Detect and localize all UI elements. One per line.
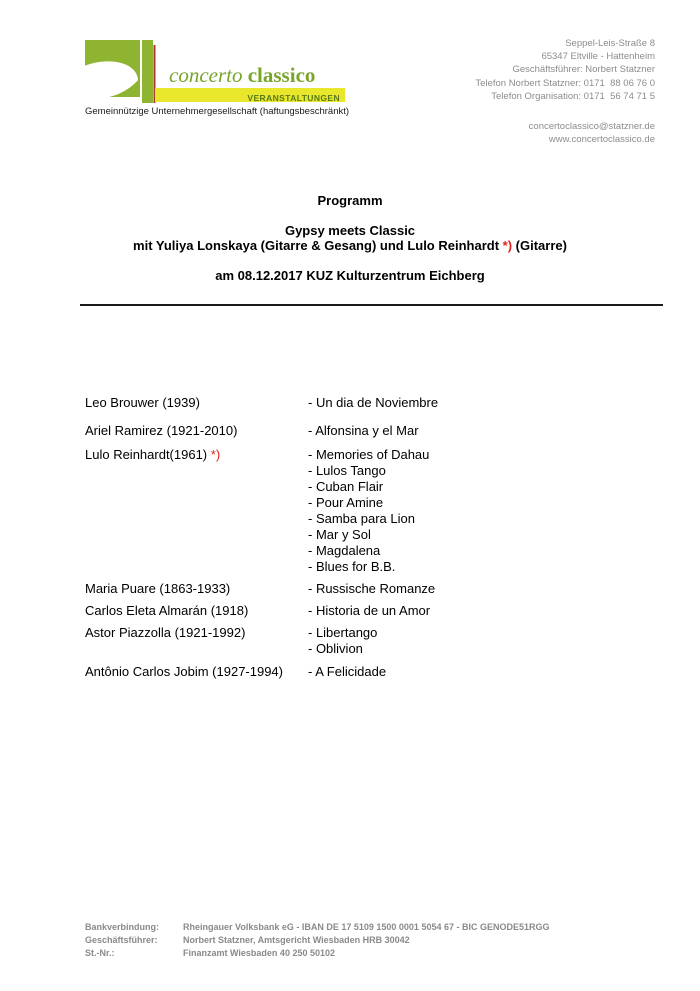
performers-note: *) (502, 238, 513, 253)
organization-subtitle: Gemeinnützige Unternehmergesellschaft (haftungsbeschränkt) (85, 106, 350, 117)
program-entry (85, 603, 650, 619)
contact-line: 65347 Eltville - Hattenheim (541, 51, 655, 63)
piece-title: - Lulos Tango (308, 463, 386, 478)
event-performers (0, 238, 700, 253)
footer-label: Geschäftsführer: (85, 935, 158, 945)
footer-row (85, 934, 550, 947)
piece-list (308, 395, 650, 411)
heading-block (0, 193, 700, 283)
footer-value: Finanzamt Wiesbaden 40 250 50102 (183, 948, 335, 958)
wordmark-classico: classico (247, 63, 316, 87)
program-entry (85, 625, 650, 657)
composer-note: *) (210, 447, 221, 462)
program-list (85, 395, 650, 680)
contact-line: Telefon Organisation: 0171 56 74 71 5 (491, 90, 655, 102)
footer-row (85, 921, 550, 934)
contact-line: Telefon Norbert Statzner: 0171 88 06 76 0 (475, 77, 655, 89)
program-entry (85, 447, 650, 575)
footer-label: St.-Nr.: (85, 948, 115, 958)
banner-label: VERANSTALTUNGEN (247, 93, 340, 103)
piece-title: - Un dia de Noviembre (308, 395, 439, 410)
piece-title: - Oblivion (308, 641, 363, 656)
footer-block (85, 921, 550, 960)
piece-list (308, 581, 650, 597)
piece-title: - Libertango (308, 625, 378, 640)
piece-title: - Historia de un Amor (308, 603, 431, 618)
composer-name: Astor Piazzolla (1921-1992) (85, 625, 246, 640)
contact-link: concertoclassico@statzner.de (528, 121, 655, 133)
piece-list (308, 625, 650, 657)
contact-links (475, 120, 655, 146)
contact-link: www.concertoclassico.de (548, 134, 655, 146)
piece-title: - A Felicidade (308, 664, 387, 679)
heading-spacer (0, 253, 700, 268)
piece-list (308, 603, 650, 619)
contact-line: Seppel-Leis-Straße 8 (565, 38, 655, 49)
footer-value: Rheingauer Volksbank eG - IBAN DE 17 5109 1500 0001 5054 67 - BIC GENODE51RGG (183, 922, 550, 932)
performers-suffix: (Gitarre) (512, 238, 567, 253)
piece-title: - Alfonsina y el Mar (308, 423, 419, 438)
program-entry (85, 664, 650, 680)
event-date-venue: am 08.12.2017 KUZ Kulturzentrum Eichberg (215, 268, 485, 283)
composer-name: Leo Brouwer (1939) (85, 395, 200, 410)
piece-title: - Samba para Lion (308, 511, 415, 526)
piece-title: - Pour Amine (308, 495, 384, 510)
contact-block (475, 37, 655, 146)
page-title: Programm (317, 193, 383, 208)
divider-rule (80, 304, 663, 306)
piece-title: - Russische Romanze (308, 581, 436, 596)
composer-name: Maria Puare (1863-1933) (85, 581, 231, 596)
piece-title: - Blues for B.B. (308, 559, 396, 574)
piece-title: - Mar y Sol (308, 527, 371, 542)
program-entry (85, 395, 650, 411)
logo-banner (155, 88, 345, 102)
footer-label: Bankverbindung: (85, 922, 160, 932)
event-title: Gypsy meets Classic (284, 223, 416, 238)
piece-title: - Cuban Flair (308, 479, 384, 494)
concerto-classico-logo-icon (85, 38, 157, 104)
piece-list (308, 447, 650, 575)
piece-title: - Memories of Dahau (308, 447, 430, 462)
program-entry (85, 423, 650, 439)
piece-list (308, 423, 650, 439)
composer-name: Ariel Ramirez (1921-2010) (85, 423, 238, 438)
piece-list (308, 664, 650, 680)
footer-row (85, 947, 550, 960)
footer-value: Norbert Statzner, Amtsgericht Wiesbaden HRB 30042 (183, 935, 410, 945)
program-entry (85, 581, 650, 597)
contact-lines (475, 37, 655, 103)
wordmark-concerto: concerto (169, 63, 243, 87)
performers-text: mit Yuliya Lonskaya (Gitarre & Gesang) und Lulo Reinhardt (133, 238, 503, 253)
composer-name: Lulo Reinhardt(1961) *) (85, 447, 221, 462)
heading-spacer (0, 208, 700, 223)
contact-line: Geschäftsführer: Norbert Statzner (512, 64, 655, 76)
logo-wordmark (169, 64, 315, 86)
composer-name: Antônio Carlos Jobim (1927-1994) (85, 664, 283, 679)
piece-title: - Magdalena (308, 543, 381, 558)
composer-name: Carlos Eleta Almarán (1918) (85, 603, 249, 618)
